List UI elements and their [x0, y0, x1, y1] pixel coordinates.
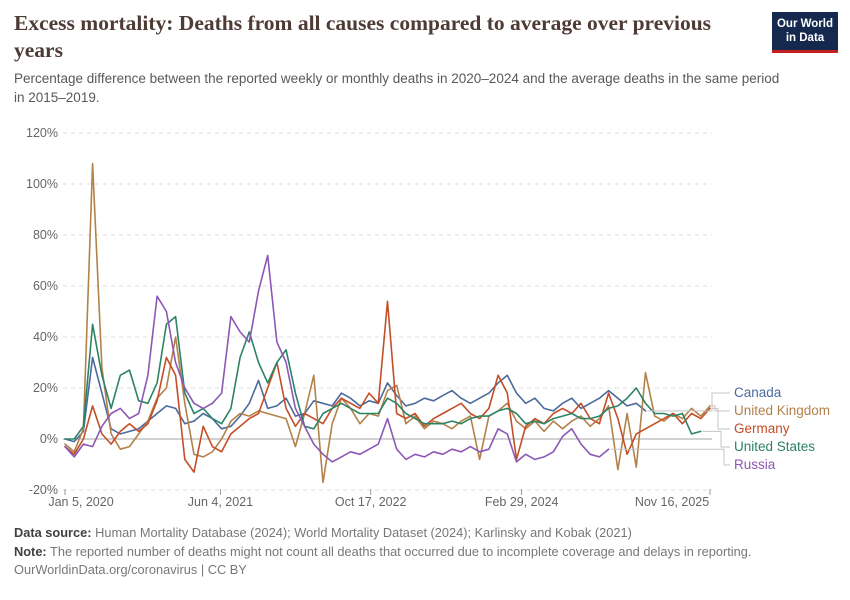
legend-label-united-kingdom[interactable]: United Kingdom — [734, 403, 831, 418]
footer-license-line — [14, 561, 824, 580]
legend-label-united-states[interactable]: United States — [734, 439, 816, 454]
footer-data-source-line — [14, 524, 824, 543]
license-text: CC BY — [207, 562, 247, 577]
line-united-states[interactable] — [65, 317, 701, 439]
x-axis-label: Jun 4, 2021 — [187, 495, 254, 509]
y-axis-label: 0% — [39, 432, 58, 446]
footer-note-line — [14, 543, 824, 562]
owid-link[interactable]: OurWorldinData.org/coronavirus — [14, 562, 198, 577]
data-source-label: Data source: — [14, 525, 92, 540]
note-label: Note: — [14, 543, 47, 559]
line-canada[interactable] — [65, 357, 646, 441]
chart-footer — [14, 524, 824, 580]
y-axis-label: 80% — [32, 228, 58, 242]
y-axis-label: 120% — [26, 126, 58, 140]
x-axis-label: Jan 5, 2020 — [48, 495, 114, 509]
y-axis-label: -20% — [28, 483, 58, 497]
legend-label-canada[interactable]: Canada — [734, 385, 782, 400]
chart-subtitle: Percentage difference between the reported weekly or monthly deaths in 2020–2024 and the average deaths in the same period in 2015–2019. — [14, 71, 780, 105]
owid-logo-text-line1: Our World — [776, 18, 833, 30]
footer-separator: | — [200, 562, 205, 577]
line-united-kingdom[interactable] — [65, 164, 710, 483]
legend-label-germany[interactable]: Germany — [734, 421, 790, 436]
x-axis-label: Oct 17, 2022 — [334, 495, 407, 509]
x-axis-label: Nov 16, 2025 — [634, 495, 710, 509]
x-axis-label: Feb 29, 2024 — [484, 495, 559, 509]
y-axis-label: 40% — [32, 330, 58, 344]
y-axis-label: 100% — [26, 177, 58, 191]
note-text: The reported number of deaths might not count all deaths that occurred due to incomplete coverage and delays in reporting. — [50, 543, 752, 559]
y-axis-label: 60% — [32, 279, 58, 293]
legend-label-russia[interactable]: Russia — [734, 457, 776, 472]
owid-logo-text-line2: in Data — [785, 32, 825, 44]
y-axis-label: 20% — [32, 381, 58, 395]
page-title: Excess mortality: Deaths from all causes compared to average over previous years — [14, 11, 712, 62]
data-source-text: Human Mortality Database (2024); World Mortality Dataset (2024); Karlinsky and Kobak (2021) — [95, 525, 632, 540]
line-germany[interactable] — [65, 301, 710, 472]
